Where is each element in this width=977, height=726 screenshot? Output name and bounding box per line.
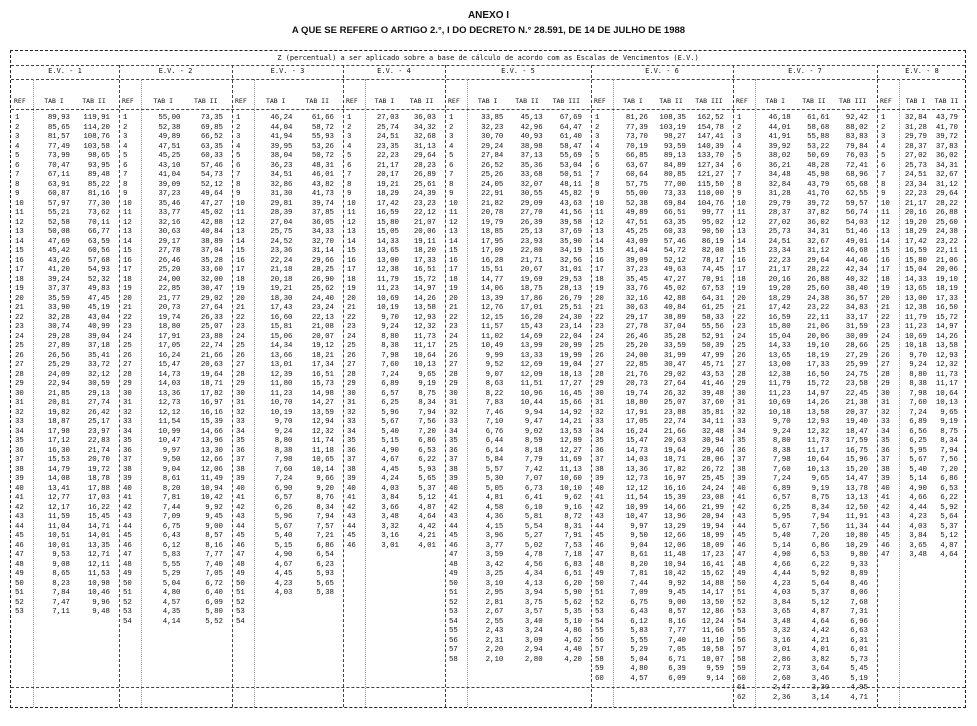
ref-header: REF [122,97,134,105]
ref-header: REF [448,97,460,105]
column-separator [755,79,756,707]
group-separator [445,65,446,707]
ref-column: 1 2 3 4 5 6 7 8 9 10 11 12 13 14 15 16 17 18 19 20 21 22 23 24 25 26 27 28 29 30 31 32 33 34 35 36 37 38 39 40 41 42 43 44 45 46 [347,114,356,550]
group-label: E.V. - 1 [48,67,82,75]
ref-header: REF [880,97,892,105]
table-caption: Z (percentual) a ser aplicado sobre a base de cálculo de acordo com as Escalas de Vencimentos (E.V.) [277,54,699,62]
group-label: E.V. - 4 [377,67,411,75]
column-separator [33,79,34,707]
tab-column: 27,03 25,74 24,51 23,35 22,23 21,17 20,17 19,21 18,29 17,42 16,59 15,80 15,05 14,33 13,65 13,00 12,38 11,79 11,23 10,69 10,19 9,70 9,24 8,80 8,38 7,98 7,60 7,24 6,89 6,57 6,25 5,96 5,67 5,40 5,15 4,90 4,67 4,45 4,24 4,03 3,84 3,66 3,48 3,32 3,16 3,01 [376,114,399,550]
tab-header: TAB II [194,97,218,105]
tab-column: 46,24 44,04 41,94 39,95 38,04 36,23 34,51 32,86 31,30 29,81 28,39 27,04 25,75 24,52 23,36 22,24 21,18 20,18 19,21 18,30 17,43 16,60 15,81 15,06 14,34 13,66 13,01 12,39 11,80 11,23 10,70 10,19 9,70 9,24 8,80 8,38 7,98 7,60 7,24 6,90 6,57 6,26 5,96 5,67 5,40 5,15 4,90 4,67 4,45 4,23 4,03 [270,114,293,597]
column-separator [141,79,142,707]
ref-column: 1 2 3 4 5 6 7 8 9 10 11 12 13 14 15 16 17 18 19 20 21 22 23 24 25 26 27 28 29 30 31 32 33 34 35 36 37 38 39 40 41 42 43 44 45 46 47 48 49 50 51 52 53 54 [236,114,245,626]
ref-column: 1 2 3 4 5 6 7 8 9 10 11 12 13 14 15 16 17 18 19 20 21 22 23 24 25 26 27 28 29 30 31 32 33 34 35 36 37 38 39 40 41 42 43 44 45 46 47 48 49 50 51 52 53 54 55 56 57 58 59 60 61 62 [737,114,746,702]
group-label: E.V. - 2 [158,67,193,75]
column-separator [365,79,366,707]
tab-header: TAB III [695,97,723,105]
ref-header: REF [235,97,247,105]
column-separator [467,79,468,707]
group-label: E.V. - 5 [501,67,535,75]
tab-header: TAB I [374,97,395,105]
header-divider [11,109,965,110]
group-separator [591,65,592,707]
tab-header: TAB II [515,97,539,105]
tab-header: TAB II [409,97,434,105]
tab-column: 32,84 31,28 29,79 28,37 27,02 25,73 24,51 23,34 22,23 21,17 20,16 19,20 18,29 17,42 16,59 15,80 15,04 14,33 13,65 13,00 12,38 11,79 11,23 10,69 10,18 9,70 9,24 8,80 8,38 7,98 7,60 7,24 6,89 6,56 6,25 5,95 5,67 5,40 5,14 4,90 4,66 4,44 4,23 4,03 3,84 3,65 3,48 [904,114,927,559]
group-separator [733,65,734,707]
tab-column: 61,61 58,68 55,88 53,22 50,69 48,28 45,98 43,79 41,70 39,72 37,82 36,02 34,31 32,67 31,12 29,64 28,22 26,88 25,60 24,38 23,22 22,11 21,06 20,06 19,10 18,19 17,33 16,50 15,72 14,97 14,26 13,58 12,93 12,32 11,73 11,17 10,64 10,13 9,65 9,19 8,75 8,34 7,94 7,56 7,20 6,86 6,53 6,22 5,92 5,64 5,37 5,12 4,87 4,64 4,42 4,21 4,01 3,82 3,64 3,46 3,30 3,14 [807,114,830,702]
tab-header: TAB II [934,97,959,105]
tab-header: TAB I [623,97,643,105]
group-separator [877,65,878,707]
group-separator [232,65,233,707]
group-divider [11,79,965,80]
ref-column: 1 2 3 4 5 6 7 8 9 10 11 12 13 14 15 16 17 18 19 20 21 22 23 24 25 26 27 28 29 30 31 32 33 34 35 36 37 38 39 40 41 42 43 44 45 46 47 48 49 50 51 52 53 54 55 56 57 58 [449,114,458,664]
tab-header: TAB III [838,97,867,105]
ref-column: 1 2 3 4 5 6 7 8 9 10 11 12 13 14 15 16 17 18 19 20 21 22 23 24 25 26 27 28 29 30 31 32 33 34 35 36 37 38 39 40 41 42 43 44 45 46 47 [881,114,890,559]
tab-column: 108,35 103,19 98,27 93,59 89,13 84,89 80,85 77,00 73,33 69,84 66,51 63,35 60,33 57,46 54,72 52,12 49,63 47,27 45,02 42,88 40,84 38,89 37,04 35,28 33,59 31,99 30,47 29,02 27,64 26,32 25,07 23,88 22,74 21,66 20,63 19,64 18,71 17,82 16,97 16,16 15,39 14,66 13,96 13,29 12,66 12,06 11,48 10,94 10,42 9,92 9,45 9,00 8,57 8,16 7,77 7,40 7,05 6,71 6,39 6,09 [659,114,686,683]
caption-divider [11,65,965,66]
ref-header: REF [594,97,606,105]
group-separator [343,65,344,707]
tab-column: 81,26 77,39 73,70 70,19 66,85 63,67 60,64 57,75 55,00 52,38 49,89 47,51 45,25 43,09 41,04 39,09 37,23 35,45 33,76 32,16 30,63 29,17 27,78 26,46 25,20 24,00 22,85 21,76 20,73 19,74 18,80 17,91 17,05 16,24 15,47 14,73 14,03 13,36 12,73 12,12 11,54 10,99 10,47 9,97 9,50 9,04 8,61 8,20 7,81 7,44 7,09 6,75 6,43 6,12 5,83 5,55 5,29 5,04 4,80 4,57 [625,114,648,683]
group-separator [119,65,120,707]
tab-header: TAB I [765,97,786,105]
tab-header: TAB I [477,97,498,105]
page-title: ANEXO I [467,10,510,21]
column-separator [254,79,255,707]
tab-header: TAB I [153,97,174,105]
ref-header: REF [346,97,358,105]
group-label: E.V. - 8 [905,67,939,75]
tab-column: 89,93 85,65 81,57 77,49 73,99 70,47 67,11 63,91 60,87 57,97 55,21 52,58 50,08 47,69 45,42 43,26 41,20 39,24 37,37 35,59 33,90 32,28 30,74 29,28 27,89 26,56 25,29 24,09 22,94 21,85 20,81 19,82 18,87 17,98 17,12 16,30 15,53 14,79 14,08 13,41 12,77 12,17 11,59 11,04 10,51 10,01 9,53 9,08 8,65 8,23 7,84 7,47 7,11 [47,114,70,616]
tab-column: 45,13 42,96 40,93 38,98 37,13 35,36 33,68 32,07 30,55 29,09 27,70 26,39 25,13 23,93 22,80 21,71 20,67 19,69 18,75 17,86 17,01 16,20 15,43 14,69 13,99 13,33 12,69 12,09 11,51 10,96 10,44 9,94 9,47 9,02 8,59 8,18 7,79 7,42 7,07 6,73 6,41 6,10 5,81 5,54 5,27 5,02 4,78 4,56 4,34 4,13 3,94 3,75 3,57 3,40 3,24 3,09 2,94 2,80 [520,114,543,664]
tab-header: TAB II [82,97,106,105]
page-subtitle: A QUE SE REFERE O ARTIGO 2.°, I DO DECRETO N.° 28.591, DE 14 DE JULHO DE 1988 [291,25,686,36]
tab-header: TAB II [802,97,826,105]
tab-column: 36,03 34,32 32,68 31,13 29,64 28,23 26,89 25,61 24,39 23,23 22,12 21,07 20,06 19,11 18,20 17,33 16,51 15,72 14,97 14,26 13,58 12,93 12,32 11,73 11,17 10,64 10,13 9,65 9,19 8,75 8,34 7,94 7,56 7,20 6,86 6,53 6,22 5,93 5,65 5,37 5,12 4,87 4,64 4,42 4,21 4,01 [413,114,436,550]
tab-header: TAB II [659,97,683,105]
tab-header: TAB I [905,97,926,105]
tab-header: TAB I [265,97,286,105]
ref-header: REF [14,97,26,105]
tab-column: 67,69 64,47 61,40 58,47 55,69 53,04 50,51 48,11 45,82 43,63 41,56 39,58 37,69 35,90 34,19 32,56 31,01 29,53 28,13 26,79 25,51 24,30 23,14 22,04 20,99 19,99 19,04 18,13 17,27 16,45 15,66 14,92 14,21 13,53 12,89 12,27 11,69 11,13 10,60 10,10 9,62 9,16 8,72 8,31 7,91 7,53 7,18 6,83 6,51 6,20 5,90 5,62 5,35 5,10 4,86 4,62 4,40 4,20 [559,114,582,664]
salary-table [10,50,966,708]
ref-column: 1 2 3 4 5 6 7 8 9 10 11 12 13 14 15 16 17 18 19 20 21 22 23 24 25 26 27 28 29 30 31 32 33 34 35 36 37 38 39 40 41 42 43 44 45 46 47 48 49 50 51 52 53 54 [123,114,132,626]
tab-header: TAB II [305,97,329,105]
ref-header: REF [736,97,748,105]
column-separator [613,79,614,707]
tab-header: TAB III [552,97,581,105]
tab-header: TAB I [44,97,64,105]
tab-column: 73,35 69,85 66,52 63,35 60,33 57,46 54,73 52,12 49,64 47,27 45,02 42,88 40,84 38,89 37,04 35,28 33,60 32,00 30,47 29,02 27,64 26,33 25,07 23,88 22,74 21,66 20,63 19,64 18,71 17,82 16,97 16,16 15,39 14,66 13,96 13,30 12,66 12,06 11,49 10,94 10,42 9,92 9,45 9,00 8,57 8,16 7,77 7,40 7,05 6,72 6,40 6,09 5,80 5,52 [200,114,223,626]
ref-column: 1 2 3 4 5 6 7 8 9 10 11 12 13 14 15 16 17 18 19 20 21 22 23 24 25 26 27 28 29 30 31 32 33 34 35 36 37 38 39 40 41 42 43 44 45 46 47 48 49 50 51 52 53 [15,114,24,616]
tab-column: 46,18 44,01 41,91 39,92 38,02 36,21 34,48 32,84 31,28 29,79 28,37 27,02 25,73 24,51 23,34 22,23 21,17 20,16 19,20 18,29 17,42 16,59 15,80 15,04 14,33 13,65 13,00 12,38 11,79 11,23 10,69 10,18 9,70 9,24 8,80 8,38 7,98 7,60 7,24 6,89 6,57 6,25 5,95 5,67 5,40 5,14 4,90 4,66 4,44 4,23 4,03 3,84 3,65 3,48 3,32 3,16 3,01 2,86 2,73 2,60 2,47 2,36 [768,114,791,702]
ref-column: 1 2 3 4 5 6 7 8 9 10 11 12 13 14 15 16 17 18 19 20 21 22 23 24 25 26 27 28 29 30 31 32 33 34 35 36 37 38 39 40 41 42 43 44 45 46 47 48 49 50 51 52 53 54 55 56 57 58 59 60 [595,114,604,683]
tab-column: 33,85 32,23 30,70 29,24 27,84 26,52 25,26 24,05 22,91 21,82 20,78 19,79 18,85 17,95 17,09 16,28 15,51 14,77 14,06 13,39 12,76 12,15 11,57 11,02 10,49 9,99 9,52 9,07 8,63 8,22 7,83 7,46 7,10 6,76 6,44 6,14 5,84 5,57 5,30 5,05 4,81 4,58 4,36 4,15 3,96 3,77 3,59 3,42 3,25 3,10 2,95 2,81 2,67 2,55 2,43 2,31 2,20 2,10 [481,114,504,664]
tab-column: 43,79 41,70 39,72 37,83 36,02 34,31 32,67 31,12 29,64 28,22 26,88 25,60 24,38 23,22 22,11 21,06 20,06 19,10 18,19 17,33 16,50 15,72 14,97 14,26 13,58 12,93 12,32 11,73 11,17 10,64 10,13 9,65 9,19 8,75 8,34 7,94 7,56 7,20 6,86 6,53 6,22 5,92 5,64 5,37 5,12 4,87 4,64 [935,114,958,559]
tab-column: 119,91 114,20 108,76 103,58 98,65 93,95 89,48 85,22 81,16 77,30 73,62 70,11 66,77 63,59 60,56 57,68 54,93 52,32 49,83 47,45 45,19 43,04 40,99 39,04 37,18 35,41 33,72 32,12 30,59 29,13 27,74 26,42 25,17 23,97 22,83 21,74 20,70 19,72 18,78 17,88 17,03 16,22 15,45 14,71 14,01 13,35 12,71 12,11 11,53 10,98 10,46 9,96 9,48 [83,114,110,616]
group-label: E.V. - 3 [270,67,305,75]
tab-column: 92,42 88,02 83,83 79,84 76,03 72,41 68,96 65,68 62,55 59,57 56,74 54,03 51,46 49,01 46,68 44,46 42,34 40,32 38,40 36,57 34,83 33,17 31,59 30,09 28,66 27,29 25,99 24,75 23,58 22,45 21,38 20,37 19,40 18,47 17,59 16,75 15,96 15,20 14,47 13,78 13,13 12,50 11,91 11,34 10,80 10,29 9,80 9,33 8,89 8,46 8,06 7,68 7,31 6,96 6,63 6,31 6,01 5,73 5,45 5,19 4,95 4,71 [845,114,868,702]
tab-column: 55,00 52,38 49,89 47,51 45,25 43,10 41,04 39,09 37,23 35,46 33,77 32,16 30,63 29,17 27,78 26,46 25,20 24,00 22,85 21,77 20,73 19,74 18,80 17,91 17,05 16,24 15,47 14,73 14,03 13,36 12,73 12,12 11,54 10,99 10,47 9,97 9,50 9,04 8,61 8,20 7,81 7,44 7,09 6,75 6,43 6,12 5,83 5,55 5,29 5,04 4,80 4,57 4,35 4,14 [158,114,181,626]
tab-column: 162,52 154,78 147,41 140,39 133,70 127,34 121,27 115,50 110,00 104,76 99,77 95,02 90,50 86,19 82,08 78,17 74,45 70,91 67,53 64,31 61,25 58,33 55,56 52,91 50,39 47,99 45,71 43,53 41,46 39,48 37,60 35,81 34,11 32,48 30,94 29,46 28,06 26,72 25,45 24,24 23,08 21,99 20,94 19,94 18,99 18,09 17,23 16,41 15,62 14,88 14,17 13,50 12,86 12,24 11,66 11,10 10,58 10,07 9,59 9,14 [697,114,724,683]
tab-column: 61,66 58,72 55,93 53,26 50,72 48,31 46,01 43,82 41,73 39,74 37,85 36,05 34,33 32,70 31,14 29,66 28,25 26,90 25,62 24,40 23,24 22,13 21,08 20,07 19,12 18,21 17,34 16,51 15,73 14,98 14,27 13,59 12,94 12,32 11,74 11,18 10,65 10,14 9,66 9,20 8,76 8,34 7,94 7,57 7,21 6,86 6,54 6,23 5,93 5,65 5,38 [311,114,334,597]
group-label: E.V. - 7 [788,67,822,75]
group-label: E.V. - 6 [645,67,679,75]
column-separator [899,79,900,707]
